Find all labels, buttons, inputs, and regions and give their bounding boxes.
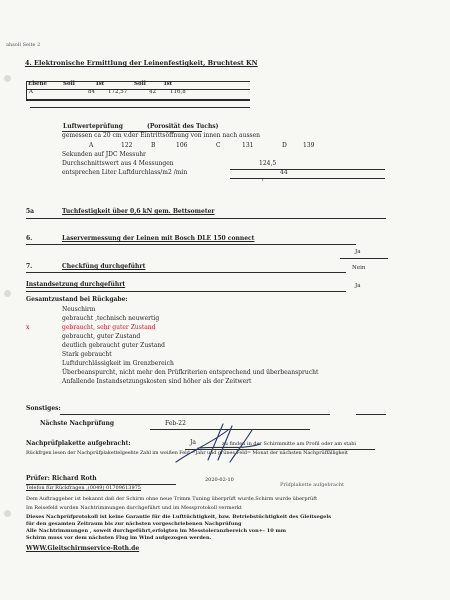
- footer-line: Schirm muss vor dem nächsten Flug im Wind aufgezogen werden.: [26, 535, 212, 541]
- website-link[interactable]: WWW.Gleitschirmservice-Roth.de: [26, 545, 140, 552]
- col-soll1-header: Soll: [63, 81, 75, 87]
- condition-item: gebraucht ,technisch neuwertig: [62, 315, 160, 322]
- average-label: Durchschnittswert aus 4 Messungen: [62, 160, 174, 167]
- next-check-label: Nächste Nachprüfung: [40, 420, 115, 427]
- condition-item: Stark gebraucht: [62, 351, 112, 358]
- signature-small-label: Prüfplakette aufgebracht: [280, 482, 344, 488]
- signature-drawing: [168, 420, 268, 478]
- average-rule: [230, 169, 385, 170]
- section5-title: Tuchfestigkeit über 0,6 kN gem. Bettsometer: [62, 208, 215, 215]
- table-bottom-rule: [26, 99, 250, 101]
- row-ist1: 172,57: [108, 89, 128, 95]
- seconds-label: Sekunden auf JDC Messuhr: [62, 151, 146, 158]
- section6-value-rule: [340, 258, 388, 259]
- plakette-subnote: Rückfrgen lesen der Nachprüfplakettelgeehte Zahl im weißen Feld =Jahr und grünes Feld= Monat der nächsten Nachprüffälligkeit: [26, 450, 348, 456]
- instand-value: Ja: [355, 283, 361, 289]
- sonstiges-rule-short: [356, 414, 386, 415]
- section5-rule: [26, 218, 386, 219]
- pruefer-label: Prüfer: Richard Roth: [26, 475, 97, 482]
- section6-value: Ja: [355, 249, 361, 255]
- section6-title: Laservermessung der Leinen mit Bosch DLE 150 connect: [62, 235, 255, 242]
- section7-rule: [26, 272, 346, 273]
- condition-item-selected: gebraucht, sehr guter Zustand: [62, 324, 156, 331]
- phone-line: Telefon für Rückfragen ,(0049) 01709613975: [26, 485, 141, 491]
- luft-measure-text: gemessen ca 20 cm v.der Eintrittsöffnung von innen nach aussen: [62, 132, 261, 139]
- punch-hole: [4, 510, 11, 517]
- gesamt-title: Gesamtzustand bei Rückgabe:: [26, 296, 128, 303]
- section6-number: 6.: [26, 235, 33, 242]
- condition-selected-marker: x: [26, 324, 30, 331]
- row-soll2: 42: [149, 89, 156, 95]
- page-continuation-label: ahsoll Seite 2: [6, 42, 41, 48]
- plakette-note: zu finden in der Schirmmitte am Profil oder am stabi: [222, 441, 357, 447]
- section5-number: 5a: [26, 208, 35, 215]
- liters-label: entsprechen Liter Luftdurchlass/m2 /min: [62, 169, 188, 176]
- col-soll2-header: Soll: [134, 81, 146, 87]
- liters-value: 44: [280, 169, 288, 176]
- plakette-label: Nachprüfplakette aufgebracht:: [26, 440, 131, 447]
- point-a-value: 122: [121, 142, 133, 149]
- luft-title: Luftwerteprüfung: [63, 123, 123, 130]
- condition-item: Luftdurchlässigkeit im Grenzbereich: [62, 360, 174, 367]
- punch-hole: [4, 75, 11, 82]
- sonstiges-label: Sonstiges:: [26, 405, 61, 412]
- point-c-label: C: [216, 142, 221, 149]
- footer-line: Dieses Nachprüfprotokoll ist keine Garantie für die Lufttüchtigkeit, bzw. Betriebstüchtigkeit des Gleitsegels: [26, 514, 332, 520]
- signature-date: 2020-02-10: [205, 477, 234, 483]
- average-value: 124,5: [259, 160, 277, 167]
- section7-value: Nein: [352, 265, 366, 271]
- col-ist2-header: Ist: [164, 81, 173, 87]
- table-header-rule: [26, 89, 250, 90]
- condition-item: deutlich gebraucht guter Zustand: [62, 342, 165, 349]
- footer-line: Im Reisefeld wurden Nachtrimmungen durchgeführt und im Messprotokoll vermerkt: [26, 505, 242, 511]
- point-a-label: A: [89, 142, 94, 149]
- col-ebene-header: Ebene: [28, 81, 48, 87]
- row-ebene: A: [29, 89, 33, 95]
- footer-line: für den gesamten Zeitraum bis zur nächsten vorgeschriebenen Nachprüfung: [26, 521, 242, 527]
- sonstiges-rule: [60, 414, 330, 415]
- point-b-value: 106: [176, 142, 188, 149]
- point-c-value: 131: [242, 142, 254, 149]
- instand-title: Instandsetzung durchgeführt: [26, 281, 126, 288]
- condition-item: Überbeanspurcht, nicht mehr den Prüfkriterien entsprechend und überbeansprucht: [62, 369, 319, 376]
- section6-rule: [26, 244, 356, 245]
- section7-title: Checkfüng durchgeführt: [62, 263, 146, 270]
- col-ist1-header: Ist: [96, 81, 105, 87]
- punch-hole: [4, 290, 11, 297]
- plakette-value: Ja: [190, 439, 196, 446]
- point-d-label: D: [282, 142, 287, 149]
- table-extra-rule: [30, 107, 250, 108]
- point-d-value: 139: [303, 142, 315, 149]
- footer-line: Alle Nachtrimmungen , soweit durchgeführt,erfolgten im Messtoleranzbereich von+- 10 mm: [26, 528, 287, 534]
- footer-line: Dem Auftraggeber ist bekannt daß der Schirm ohne neue Trimm Tuning überprüft wurde.Schirm wurde überprüft: [26, 496, 318, 502]
- row-ist2: 116,8: [170, 89, 186, 95]
- condition-item: gebraucht, guter Zustand: [62, 333, 141, 340]
- section7-number: 7.: [26, 263, 33, 270]
- tick-mark: ': [262, 179, 264, 186]
- row-soll1: 84: [88, 89, 95, 95]
- next-check-value: Feb-22: [165, 420, 186, 427]
- table-left-rule: [26, 81, 27, 100]
- liters-rule: [230, 178, 385, 179]
- point-b-label: B: [151, 142, 156, 149]
- condition-item: Anfallende Instandsetzungskosten sind höher als der Zeitwert: [62, 378, 252, 385]
- condition-item: Neuschirm: [62, 306, 96, 313]
- section4-title: 4. Elektronische Ermittlung der Leinenfestigkeit, Bruchtest KN: [25, 59, 258, 67]
- luft-title-suffix: (Porosität des Tuchs): [147, 123, 219, 130]
- instand-rule: [26, 291, 346, 292]
